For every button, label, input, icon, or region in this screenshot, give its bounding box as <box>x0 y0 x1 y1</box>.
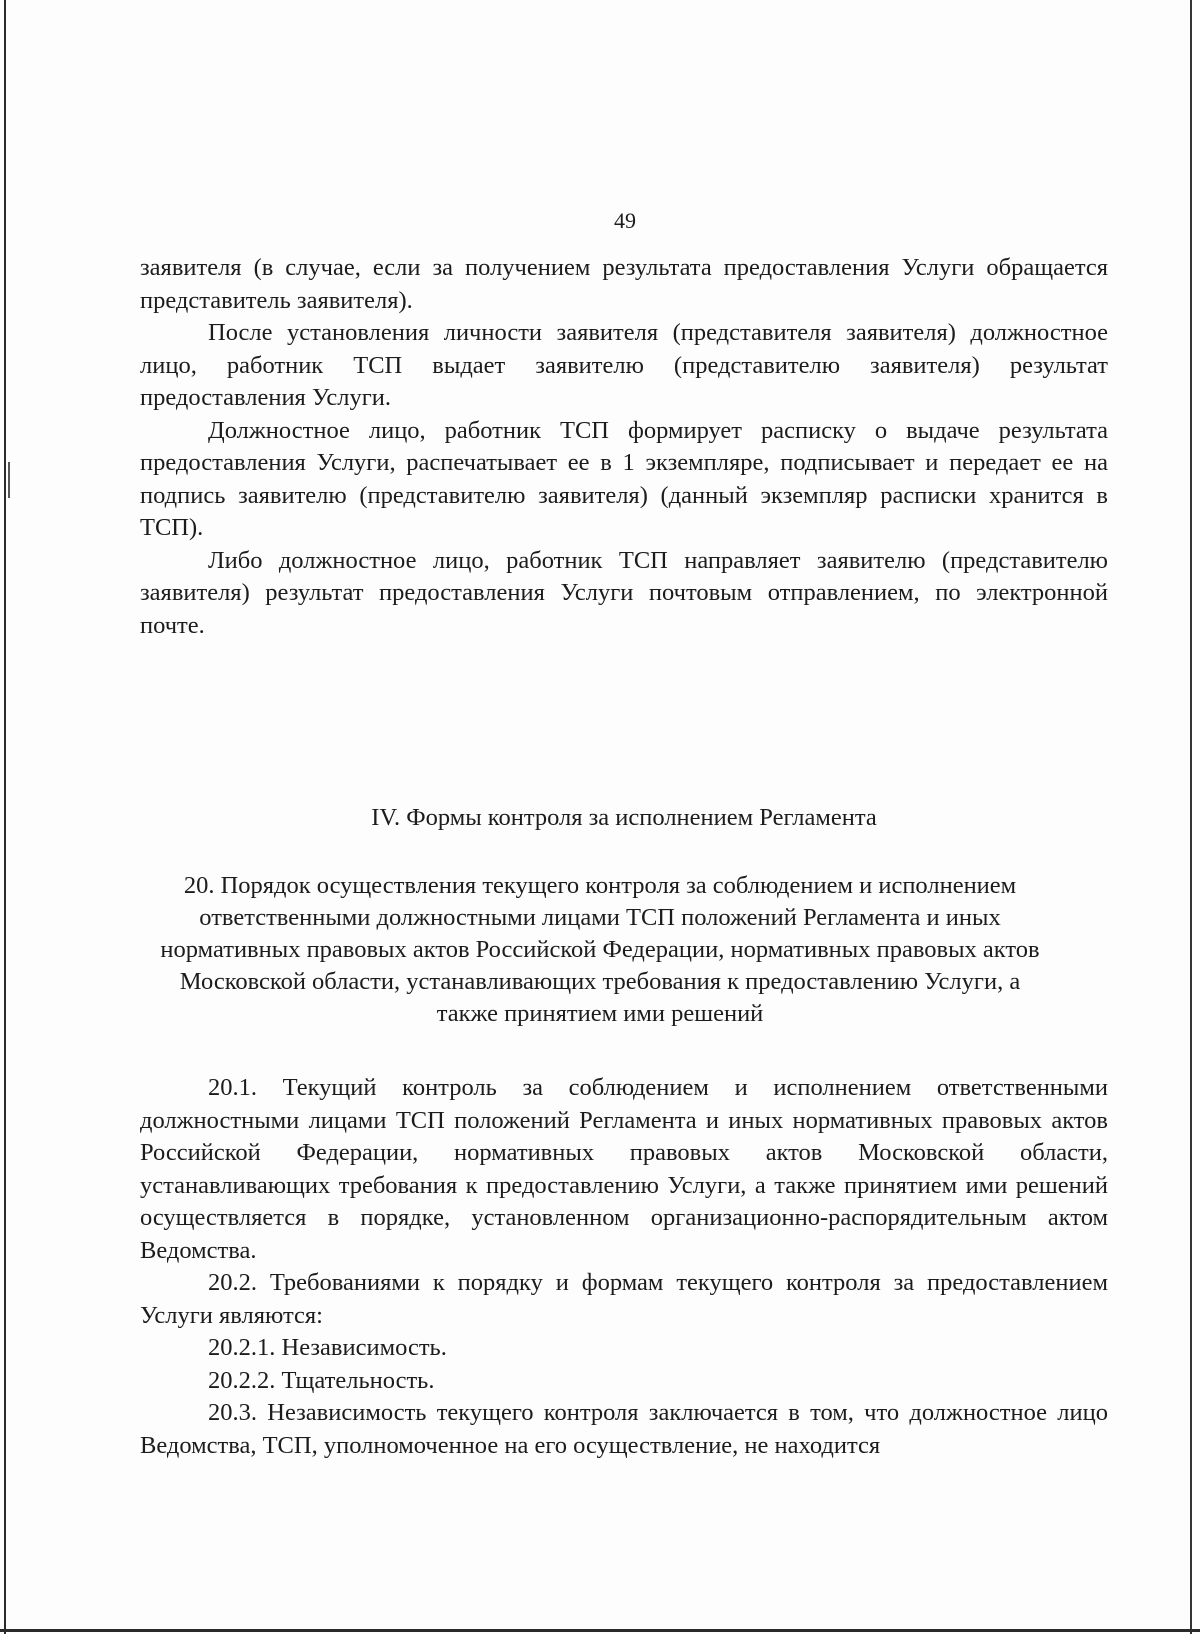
paragraph-20-3: 20.3. Независимость текущего контроля заключается в том, что должностное лицо Ведомства, ТСП, уполномоченное на его осуществление, не находится <box>140 1399 1108 1459</box>
page-number: 49 <box>614 208 636 233</box>
chapter-title: IV. Формы контроля за исполнением Регламента <box>371 804 877 831</box>
subsection-title: 20. Порядок осуществления текущего контроля за соблюдением и исполнением ответственными должностными лицами ТСП положений Регламента и иных нормативных правовых актов Российской Федерации, нормативных правовых актов Московской области, устанавливающих требования к предоставлению Услуги, а также принятием ими решений <box>160 872 1040 1027</box>
scan-left-mark <box>8 462 10 498</box>
paragraph-20-2-2: 20.2.2. Тщательность. <box>208 1366 435 1394</box>
scan-bottom-border <box>0 1629 1200 1632</box>
top-text-block <box>140 252 1108 642</box>
chapter-heading <box>140 802 1108 834</box>
paragraph-20-2-1: 20.2.1. Независимость. <box>208 1334 447 1361</box>
paragraph-receipt: Должностное лицо, работник ТСП формирует расписку о выдаче результата предоставления Услуги, распечатывает ее в 1 экземпляре, подписывает и передает ее на подпись заявителю (представителю заявителя) (данный экземпляр расписки хранится в ТСП). <box>140 416 1108 541</box>
scan-left-border <box>4 0 6 1634</box>
paragraph-issue-result: После установления личности заявителя (представителя заявителя) должностное лицо, работник ТСП выдает заявителю (представителю заявителя) результат предоставления Услуги. <box>140 319 1108 411</box>
scan-right-border <box>1190 0 1192 1634</box>
body-text-block <box>140 1072 1108 1462</box>
paragraph-continuation: заявителя (в случае, если за получением результата предоставления Услуги обращается представитель заявителя). <box>140 254 1108 314</box>
paragraph-20-2: 20.2. Требованиями к порядку и формам текущего контроля за предоставлением Услуги являются: <box>140 1269 1108 1329</box>
subsection-heading <box>150 870 1050 1030</box>
paragraph-20-1: 20.1. Текущий контроль за соблюдением и исполнением ответственными должностными лицами ТСП положений Регламента и иных нормативных правовых актов Российской Федерации, нормативных правовых актов Московской области, устанавливающих требования к предоставлению Услуги, а также принятием ими решений осуществляется в порядке, установленном организационно-распорядительным актом Ведомства. <box>140 1074 1108 1264</box>
paragraph-mail-delivery: Либо должностное лицо, работник ТСП направляет заявителю (представителю заявителя) результат предоставления Услуги почтовым отправлением, по электронной почте. <box>140 546 1108 639</box>
